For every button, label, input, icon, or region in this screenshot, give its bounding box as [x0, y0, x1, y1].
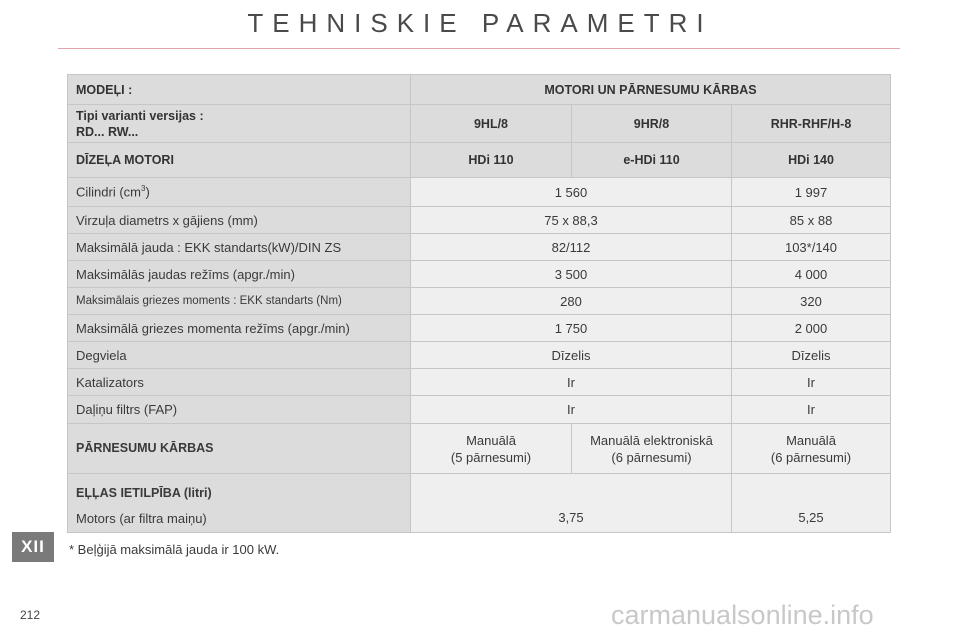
- max-torque-rpm-value-110: 1 750: [411, 315, 732, 342]
- oil-value-140: 5,25: [732, 474, 891, 533]
- models-label: MODEĻI :: [68, 75, 411, 105]
- max-power-value-110: 82/112: [411, 234, 732, 261]
- particle-filter-value-110: Ir: [411, 396, 732, 424]
- versions-label-line2: RD... RW...: [76, 124, 139, 139]
- max-torque-label: Maksimālais griezes moments : EKK standarts (Nm): [68, 288, 411, 315]
- bore-stroke-value-110: 75 x 88,3: [411, 207, 732, 234]
- particle-filter-value-140: Ir: [732, 396, 891, 424]
- table-row: [68, 234, 891, 261]
- table-row: [68, 178, 891, 207]
- max-torque-rpm-label: Maksimālā griezes momenta režīms (apgr./min): [68, 315, 411, 342]
- max-power-label: Maksimālā jauda : EKK standarts(kW)/DIN ZS: [68, 234, 411, 261]
- oil-motor-label: Motors (ar filtra maiņu): [76, 511, 207, 526]
- engine-hdi140: HDi 140: [732, 143, 891, 178]
- gearbox-ehdi110: Manuālā elektroniskā (6 pārnesumi): [572, 424, 732, 474]
- bore-stroke-value-140: 85 x 88: [732, 207, 891, 234]
- table-row: [68, 396, 891, 424]
- version-9hl8: 9HL/8: [411, 105, 572, 143]
- header-row-diesel: [68, 143, 891, 178]
- chapter-tab: XII: [12, 532, 54, 562]
- version-9hr8: 9HR/8: [572, 105, 732, 143]
- engine-hdi110: HDi 110: [411, 143, 572, 178]
- table-row: [68, 207, 891, 234]
- max-torque-value-110: 280: [411, 288, 732, 315]
- oil-capacity-cell: [68, 474, 411, 533]
- cylinders-value-110: 1 560: [411, 178, 732, 207]
- table-row: [68, 288, 891, 315]
- table-row: [68, 261, 891, 288]
- max-power-rpm-label: Maksimālās jaudas režīms (apgr./min): [68, 261, 411, 288]
- watermark: carmanualsonline.info: [611, 600, 874, 630]
- table-row: [68, 369, 891, 396]
- max-power-value-140: 103*/140: [732, 234, 891, 261]
- title-divider: [58, 48, 900, 49]
- max-torque-rpm-value-140: 2 000: [732, 315, 891, 342]
- header-row-models: [68, 75, 891, 105]
- version-rhr: RHR-RHF/H-8: [732, 105, 891, 143]
- fuel-value-110: Dīzelis: [411, 342, 732, 369]
- fuel-label: Degviela: [68, 342, 411, 369]
- gearbox-row: [68, 424, 891, 474]
- max-power-rpm-value-140: 4 000: [732, 261, 891, 288]
- max-torque-value-140: 320: [732, 288, 891, 315]
- oil-value-110: 3,75: [411, 474, 732, 533]
- oil-capacity-label: EĻĻAS IETILPĪBA (litri): [76, 486, 212, 500]
- diesel-engines-label: DĪZEĻA MOTORI: [68, 143, 411, 178]
- page-number: 212: [20, 608, 41, 622]
- specs-table: [67, 74, 891, 533]
- cylinders-label: Cilindri $(cm^3)$: [68, 178, 411, 207]
- bore-stroke-label: Virzuļa diametrs x gājiens (mm): [68, 207, 411, 234]
- versions-label: [68, 105, 411, 143]
- table-row: [68, 315, 891, 342]
- catalyst-label: Katalizators: [68, 369, 411, 396]
- catalyst-value-110: Ir: [411, 369, 732, 396]
- oil-row: [68, 474, 891, 533]
- particle-filter-label: Daļiņu filtrs (FAP): [68, 396, 411, 424]
- catalyst-value-140: Ir: [732, 369, 891, 396]
- engines-gearbox-label: MOTORI UN PĀRNESUMU KĀRBAS: [411, 75, 891, 105]
- versions-label-line1: Tipi varianti versijas :: [76, 108, 204, 123]
- gearbox-hdi110: Manuālā (5 pārnesumi): [411, 424, 572, 474]
- gearbox-label: PĀRNESUMU KĀRBAS: [68, 424, 411, 474]
- footnote: * Beļģijā maksimālā jauda ir 100 kW.: [69, 542, 280, 557]
- cylinders-value-140: 1 997: [732, 178, 891, 207]
- fuel-value-140: Dīzelis: [732, 342, 891, 369]
- max-power-rpm-value-110: 3 500: [411, 261, 732, 288]
- page-title: TEHNISKIE PARAMETRI: [247, 8, 713, 38]
- table-row: [68, 342, 891, 369]
- header-row-versions: [68, 105, 891, 143]
- engine-ehdi110: e-HDi 110: [572, 143, 732, 178]
- gearbox-hdi140: Manuālā (6 pārnesumi): [732, 424, 891, 474]
